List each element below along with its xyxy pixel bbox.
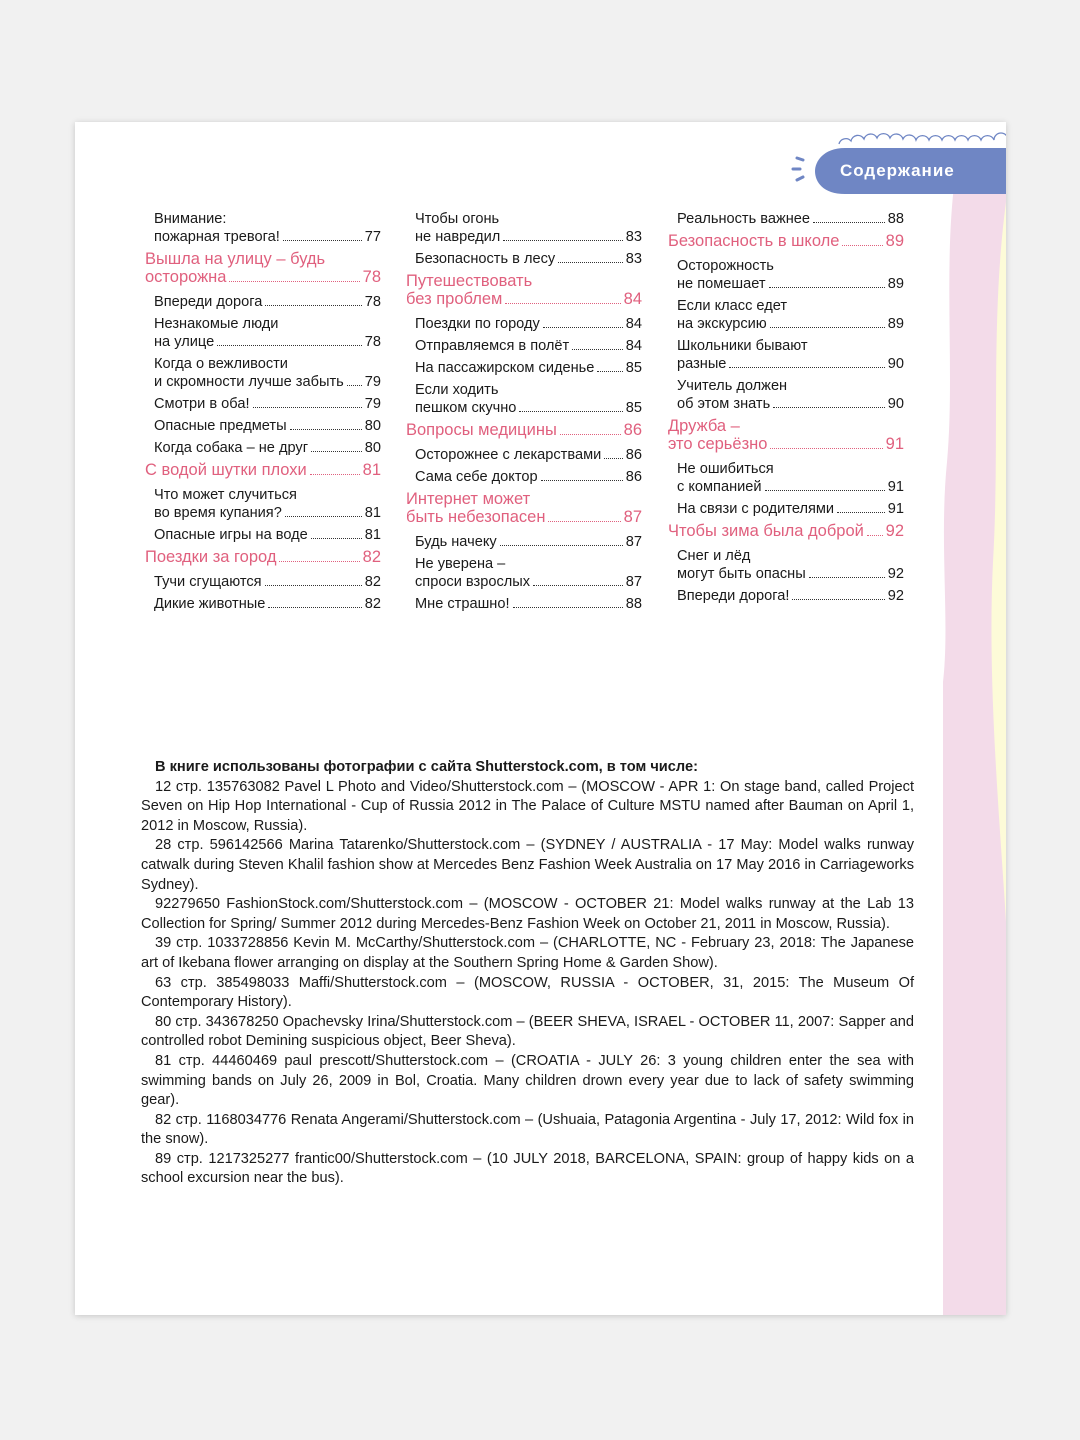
toc-entry-title: Смотри в оба! xyxy=(154,396,250,412)
toc-section-heading xyxy=(668,417,904,453)
toc-entry xyxy=(145,573,381,591)
toc-entry xyxy=(406,533,642,551)
toc-column-2 xyxy=(406,210,642,617)
toc-page-number: 78 xyxy=(362,268,381,286)
dot-leader xyxy=(311,451,362,452)
toc-entry-title: Интернет может xyxy=(406,490,531,508)
toc-entry-title: Безопасность в школе xyxy=(668,232,840,250)
credit-entry: 28 стр. 596142566 Marina Tatarenko/Shutterstock.com – (SYDNEY / AUSTRALIA - 17 May: Model walks runway catwalk during Steven Khalil fashion show at Mercedes Benz Fashion Week Australia on 17 May 2016 in Carriageworks Sydney). xyxy=(141,837,914,893)
toc-entry xyxy=(406,315,642,333)
toc-entry xyxy=(668,377,904,413)
toc-entry-title: во время купания? xyxy=(154,505,282,521)
dot-leader xyxy=(792,599,884,600)
dot-leader xyxy=(265,305,361,306)
scallop-edge-icon xyxy=(839,133,1006,144)
toc-page-number: 87 xyxy=(625,534,642,550)
toc-entry-title: Внимание: xyxy=(154,211,227,227)
toc-entry-title: с компанией xyxy=(677,479,762,495)
toc-entry-title: Мне страшно! xyxy=(415,596,510,612)
dot-leader xyxy=(809,577,885,578)
toc-entry-title: Отправляемся в полёт xyxy=(415,338,570,354)
dot-leader xyxy=(500,545,623,546)
credit-entry: 12 стр. 135763082 Pavel L Photo and Video/Shutterstock.com – (MOSCOW - APR 1: On stage band, called Project Seven on Hip Hop International - Cup of Russia 2012 in The Palace of Culture MSTU named after Bauman on April 1, 2012 in Moscow, Russia). xyxy=(141,778,914,834)
toc-page-number: 84 xyxy=(625,338,642,354)
toc-page-number: 89 xyxy=(887,276,904,292)
toc-entry xyxy=(668,257,904,293)
toc-page-number: 92 xyxy=(887,588,904,604)
toc-entry xyxy=(406,337,642,355)
toc-entry-title: Сама себе доктор xyxy=(415,469,538,485)
toc-entry-title: Тучи сгущаются xyxy=(154,574,262,590)
toc-page-number: 89 xyxy=(887,316,904,332)
toc-entry-title: Поездки за город xyxy=(145,548,277,566)
toc-column-3 xyxy=(668,210,904,609)
toc-entry xyxy=(145,526,381,544)
toc-entry xyxy=(145,595,381,613)
toc-entry-title: разные xyxy=(677,356,727,372)
toc-page-number: 84 xyxy=(623,290,642,308)
dot-leader xyxy=(765,490,885,491)
toc-entry xyxy=(668,210,904,228)
toc-entry-title: об этом знать xyxy=(677,396,771,412)
toc-entry-title: Когда собака – не друг xyxy=(154,440,309,456)
credit-entry: 82 стр. 1168034776 Renata Angerami/Shutterstock.com – (Ushuaia, Patagonia Argentina - July 17, 2012: Wild fox in the snow). xyxy=(141,1111,914,1148)
credit-entry: 81 стр. 44460469 paul prescott/Shutterstock.com – (CROATIA - JULY 26: 3 young children enter the sea with swimming bands on July 26, 2009 in Bol, Croatia. Many children drown every year due to lack of safety swimming gear). xyxy=(141,1052,914,1109)
toc-entry xyxy=(145,315,381,351)
dot-leader xyxy=(770,327,885,328)
toc-entry xyxy=(406,595,642,613)
toc-entry-title: Не уверена – xyxy=(415,556,506,572)
dot-leader xyxy=(268,607,361,608)
toc-entry xyxy=(145,355,381,391)
toc-entry xyxy=(668,297,904,333)
toc-section-heading xyxy=(145,461,381,479)
toc-entry xyxy=(406,446,642,464)
dot-leader xyxy=(311,538,362,539)
toc-entry-title: на экскурсию xyxy=(677,316,767,332)
dot-leader xyxy=(285,516,362,517)
toc-entry-title: Опасные предметы xyxy=(154,418,287,434)
sparkle-icon xyxy=(793,158,803,180)
dot-leader xyxy=(867,535,883,536)
toc-section-heading xyxy=(668,522,904,540)
toc-entry-title: не помешает xyxy=(677,276,766,292)
toc-entry-title: Школьники бывают xyxy=(677,338,808,354)
dot-leader xyxy=(769,287,885,288)
toc-page-number: 90 xyxy=(887,356,904,372)
toc-page-number: 81 xyxy=(362,461,381,479)
toc-page-number: 87 xyxy=(625,574,642,590)
toc-entry-title: Безопасность в лесу xyxy=(415,251,556,267)
dot-leader xyxy=(347,385,362,386)
toc-page-number: 83 xyxy=(625,229,642,245)
toc-section-heading xyxy=(145,548,381,566)
dot-leader xyxy=(279,561,359,562)
dot-leader xyxy=(533,585,623,586)
toc-page-number: 79 xyxy=(364,374,381,390)
toc-section-heading xyxy=(668,232,904,250)
toc-entry-title: Будь начеку xyxy=(415,534,497,550)
toc-entry xyxy=(406,210,642,246)
dot-leader xyxy=(290,429,362,430)
toc-entry-title: На пассажирском сиденье xyxy=(415,360,595,376)
toc-entry-title: С водой шутки плохи xyxy=(145,461,307,479)
contents-header-tab xyxy=(818,148,1006,194)
dot-leader xyxy=(597,371,622,372)
toc-entry-title: Дружба – xyxy=(668,417,740,435)
toc-page-number: 78 xyxy=(364,294,381,310)
toc-entry-title: быть небезопасен xyxy=(406,508,546,526)
toc-page-number: 91 xyxy=(887,501,904,517)
dot-leader xyxy=(560,434,621,435)
dot-leader xyxy=(604,458,623,459)
credit-entry: 89 стр. 1217325277 frantic00/Shutterstock.com – (10 JULY 2018, BARCELONA, SPAIN: group of happy kids on a school excursion near the bus). xyxy=(141,1150,914,1187)
toc-entry-title: пешком скучно xyxy=(415,400,517,416)
toc-entry-title: Чтобы огонь xyxy=(415,211,500,227)
toc-entry-title: Учитель должен xyxy=(677,378,788,394)
toc-page-number: 90 xyxy=(887,396,904,412)
toc-page-number: 89 xyxy=(885,232,904,250)
toc-entry-title: Путешествовать xyxy=(406,272,533,290)
toc-entry xyxy=(406,468,642,486)
toc-entry xyxy=(145,417,381,435)
toc-entry-title: Поездки по городу xyxy=(415,316,540,332)
toc-page-number: 92 xyxy=(885,522,904,540)
toc-page-number: 82 xyxy=(364,596,381,612)
toc-entry-title: Что может случиться xyxy=(154,487,297,503)
toc-entry-title: и скромности лучше забыть xyxy=(154,374,344,390)
book-page xyxy=(75,122,1006,1315)
toc-entry-title: могут быть опасны xyxy=(677,566,806,582)
toc-entry xyxy=(668,547,904,583)
toc-entry xyxy=(145,395,381,413)
dot-leader xyxy=(729,367,884,368)
toc-entry-title: Снег и лёд xyxy=(677,548,751,564)
toc-entry xyxy=(145,210,381,246)
toc-entry-title: пожарная тревога! xyxy=(154,229,280,245)
toc-entry xyxy=(668,587,904,605)
dot-leader xyxy=(770,448,882,449)
toc-page-number: 80 xyxy=(364,418,381,434)
dot-leader xyxy=(543,327,623,328)
credit-entry: 92279650 FashionStock.com/Shutterstock.com – (MOSCOW - OCTOBER 21: Model walks runway at the Lab 13 Collection for Spring/ Summer 2012 during Mercedes-Benz Fashion Week on October 21, 2011 in Moscow, Russia). xyxy=(141,896,914,932)
toc-entry-title: Вопросы медицины xyxy=(406,421,557,439)
toc-entry-title: Если ходить xyxy=(415,382,499,398)
dot-leader xyxy=(572,349,623,350)
toc-page-number: 81 xyxy=(364,527,381,543)
dot-leader xyxy=(558,262,623,263)
dot-leader xyxy=(513,607,623,608)
dot-leader xyxy=(813,222,885,223)
toc-page-number: 84 xyxy=(625,316,642,332)
toc-entry-title: Реальность важнее xyxy=(677,211,811,227)
credit-entry: 63 стр. 385498033 Maffi/Shutterstock.com – (MOSCOW, RUSSIA - OCTOBER, 31, 2015: The Museum Of Contemporary History). xyxy=(141,974,914,1011)
toc-entry-title: это серьёзно xyxy=(668,435,768,453)
dot-leader xyxy=(505,303,620,304)
dot-leader xyxy=(519,411,622,412)
toc-page-number: 85 xyxy=(625,360,642,376)
toc-entry-title: Осторожность xyxy=(677,258,774,274)
toc-entry xyxy=(668,500,904,518)
toc-page-number: 91 xyxy=(887,479,904,495)
photo-credits xyxy=(141,758,914,1189)
toc-page-number: 82 xyxy=(362,548,381,566)
toc-entry-title: Если класс едет xyxy=(677,298,788,314)
toc-page-number: 92 xyxy=(887,566,904,582)
toc-entry-title: Опасные игры на воде xyxy=(154,527,308,543)
toc-page-number: 91 xyxy=(885,435,904,453)
toc-page-number: 87 xyxy=(623,508,642,526)
dot-leader xyxy=(283,240,362,241)
toc-page-number: 77 xyxy=(364,229,381,245)
toc-entry-title: На связи с родителями xyxy=(677,501,835,517)
toc-page-number: 79 xyxy=(364,396,381,412)
toc-section-heading xyxy=(145,250,381,286)
toc-entry xyxy=(145,293,381,311)
toc-entry-title: Когда о вежливости xyxy=(154,356,288,372)
toc-section-heading xyxy=(406,421,642,439)
toc-page-number: 82 xyxy=(364,574,381,590)
toc-entry-title: Вышла на улицу – будь xyxy=(145,250,326,268)
toc-entry-title: Дикие животные xyxy=(154,596,266,612)
toc-entry xyxy=(145,439,381,457)
dot-leader xyxy=(541,480,623,481)
contents-title: Содержание xyxy=(840,161,955,180)
toc-section-heading xyxy=(406,272,642,308)
dot-leader xyxy=(837,512,885,513)
toc-entry xyxy=(406,250,642,268)
credit-entry: 39 стр. 1033728856 Kevin M. McCarthy/Shutterstock.com – (CHARLOTTE, NC - February 23, 2018: The Japanese art of Ikebana flower arranging on display at the Southern Spring Home & Garden Show). xyxy=(141,935,914,971)
toc-page-number: 83 xyxy=(625,251,642,267)
toc-entry-title: Чтобы зима была доброй xyxy=(668,522,864,540)
dot-leader xyxy=(253,407,362,408)
toc-entry xyxy=(406,381,642,417)
toc-page-number: 85 xyxy=(625,400,642,416)
dot-leader xyxy=(548,521,620,522)
toc-entry xyxy=(406,555,642,591)
toc-entry xyxy=(668,337,904,373)
credit-entry: 80 стр. 343678250 Opachevsky Irina/Shutterstock.com – (BEER SHEVA, ISRAEL - OCTOBER 11, 2007: Sapper and controlled robot Demining suspicious object, Beer Sheva). xyxy=(141,1013,914,1050)
toc-entry xyxy=(406,359,642,377)
dot-leader xyxy=(229,281,359,282)
toc-entry-title: осторожна xyxy=(145,268,227,286)
toc-entry-title: без проблем xyxy=(406,290,503,308)
dot-leader xyxy=(773,407,885,408)
toc-page-number: 86 xyxy=(623,421,642,439)
credits-entries xyxy=(141,778,914,1189)
toc-page-number: 88 xyxy=(625,596,642,612)
dot-leader xyxy=(310,474,360,475)
toc-page-number: 86 xyxy=(625,469,642,485)
toc-entry xyxy=(668,460,904,496)
toc-page-number: 80 xyxy=(364,440,381,456)
dot-leader xyxy=(265,585,362,586)
toc-section-heading xyxy=(406,490,642,526)
toc-entry-title: на улице xyxy=(154,334,215,350)
toc-entry-title: Впереди дорога! xyxy=(677,588,790,604)
toc-page-number: 78 xyxy=(364,334,381,350)
credits-title: В книге использованы фотографии с сайта Shutterstock.com, в том числе: xyxy=(155,759,698,775)
toc-entry-title: Впереди дорога xyxy=(154,294,263,310)
toc-entry-title: спроси взрослых xyxy=(415,574,531,590)
dot-leader xyxy=(503,240,623,241)
toc-entry-title: Не ошибиться xyxy=(677,461,774,477)
toc-column-1 xyxy=(145,210,381,617)
toc-entry-title: Незнакомые люди xyxy=(154,316,279,332)
toc-entry-title: Осторожнее с лекарствами xyxy=(415,447,602,463)
toc-page-number: 88 xyxy=(887,211,904,227)
dot-leader xyxy=(217,345,362,346)
toc-entry xyxy=(145,486,381,522)
toc-entry-title: не навредил xyxy=(415,229,501,245)
dot-leader xyxy=(842,245,882,246)
toc-page-number: 86 xyxy=(625,447,642,463)
toc-page-number: 81 xyxy=(364,505,381,521)
